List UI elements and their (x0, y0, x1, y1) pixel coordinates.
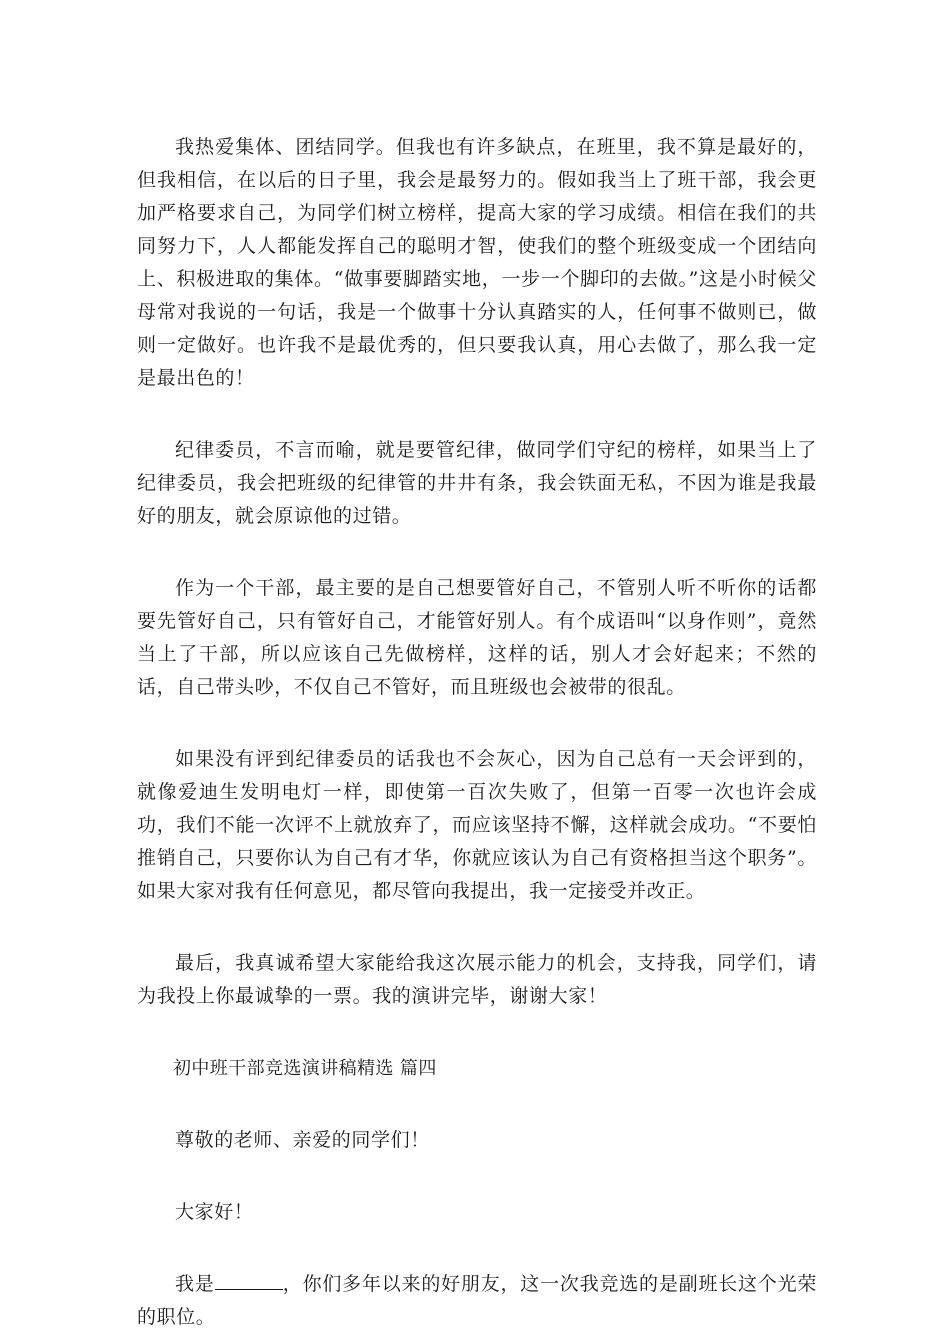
paragraph-perseverance: 如果没有评到纪律委员的话我也不会灰心，因为自己总有一天会评到的，就像爱迪生发明电灯一样，即使第一百次失败了，但第一百零一次也许会成功，我们不能一次评不上就放弃了，而应该坚持不懈，这样就会成功。“不要怕推销自己，只要你认为自己有才华，你就应该认为自己有资格担当这个职务”。如果大家对我有任何意见，都尽管向我提出，我一定接受并改正。 (137, 748, 817, 902)
document-body (137, 131, 817, 1334)
paragraph-hello: 大家好！ (175, 1201, 254, 1223)
paragraph-gap (137, 533, 817, 572)
paragraph-leading-by-example: 作为一个干部，最主要的是自己想要管好自己，不管别人听不听你的话都要先管好自己，只有管好自己，才能管好别人。有个成语叫“以身作则”，竟然当上了干部，所以应该自己先做榜样，这样的话，别人才会好起来；不然的话，自己带头吵，不仅自己不管好，而且班级也会被带的很乱。 (137, 577, 817, 698)
paragraph-gap (137, 704, 817, 743)
paragraph-gap (137, 1013, 817, 1052)
paragraph-greeting: 尊敬的老师、亲爱的同学们！ (175, 1129, 430, 1151)
paragraph-gap (137, 1085, 817, 1124)
paragraph-intro (137, 1268, 817, 1334)
paragraph-closing: 最后，我真诚希望大家能给我这次展示能力的机会，支持我，同学们，请为我投上你最诚挚的一票。我的演讲完毕，谢谢大家！ (137, 952, 817, 1007)
name-blank-line (215, 1275, 283, 1290)
paragraph-gap (137, 1157, 817, 1196)
paragraph-gap (137, 1229, 817, 1268)
intro-text-before: 我是 (175, 1273, 215, 1295)
paragraph-gap (137, 395, 817, 434)
intro-text-after: ，你们多年以来的好朋友，这一次我竞选的是副班长这个光荣的职位。 (137, 1273, 818, 1328)
paragraph-discipline-committee: 纪律委员，不言而喻，就是要管纪律，做同学们守纪的榜样，如果当上了纪律委员，我会把班级的纪律管的井井有条，我会铁面无私，不因为谁是我最好的朋友，就会原谅他的过错。 (137, 439, 817, 527)
paragraph-self-introduction: 我热爱集体、团结同学。但我也有许多缺点，在班里，我不算是最好的，但我相信，在以后的日子里，我会是最努力的。假如我当上了班干部，我会更加严格要求自己，为同学们树立榜样，提高大家的学习成绩。相信在我们的共同努力下，人人都能发挥自己的聪明才智，使我们的整个班级变成一个团结向上、积极进取的集体。“做事要脚踏实地，一步一个脚印的去做。”这是小时候父母常对我说的一句话，我是一个做事十分认真踏实的人，任何事不做则已，做则一定做好。也许我不是最优秀的，但只要我认真，用心去做了，那么我一定是最出色的！ (137, 136, 817, 389)
paragraph-gap (137, 908, 817, 947)
section-heading: 初中班干部竞选演讲稿精选 篇四 (173, 1058, 437, 1079)
